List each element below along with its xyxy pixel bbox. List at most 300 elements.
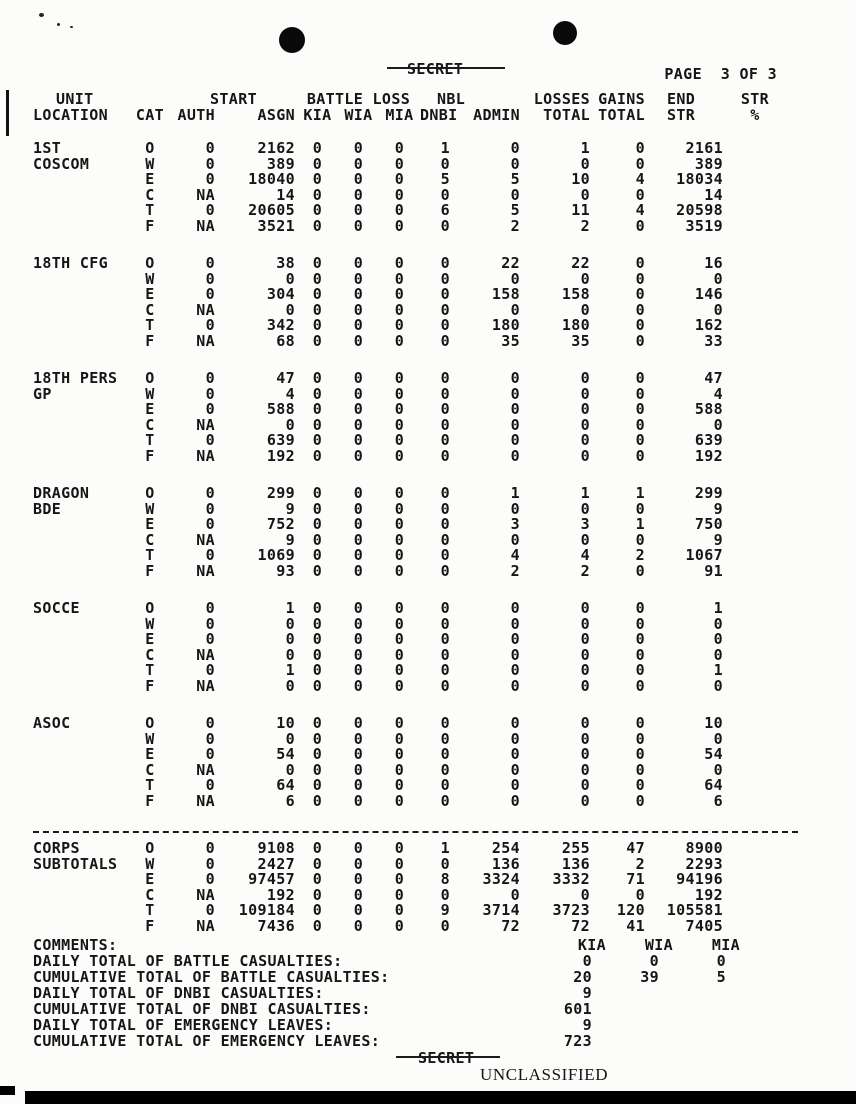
hole-punch-right	[553, 21, 577, 45]
cell-losses-total: 0	[580, 599, 590, 617]
cell-end-str: 0	[713, 630, 723, 648]
cell-gains-total: 2	[635, 854, 645, 873]
cell-cat: F	[145, 676, 155, 695]
cell-wia: 0	[353, 139, 364, 157]
unit-name	[33, 919, 130, 935]
cell-gains-total: 0	[635, 561, 645, 580]
comments-body	[33, 953, 823, 1049]
cell-end-str: 9	[713, 530, 723, 549]
cell-wia: 0	[353, 269, 364, 288]
cell-gains-total: 0	[635, 384, 645, 403]
col-header-wia: WIA	[344, 105, 373, 124]
cell-gains-total: 0	[635, 269, 645, 288]
unit-group	[33, 841, 823, 934]
comment-value: 39	[640, 968, 659, 986]
cell-auth: NA	[196, 446, 215, 465]
cell-str-pct	[725, 778, 785, 794]
cell-kia: 0	[312, 760, 323, 779]
comment-value	[592, 1001, 659, 1017]
cell-gains-total: 1	[635, 515, 645, 533]
cell-wia: 0	[353, 776, 364, 794]
cell-losses-total: 0	[580, 300, 590, 319]
unit-name	[33, 517, 130, 533]
cell-end-str: 192	[694, 885, 723, 904]
cell-asgn: 47	[276, 369, 295, 387]
cell-admin: 5	[510, 170, 520, 188]
comment-value	[659, 1001, 726, 1017]
unit-name	[33, 872, 130, 888]
cell-losses-total: 0	[580, 714, 590, 732]
cell-auth: NA	[196, 676, 215, 695]
cell-str-pct	[725, 418, 785, 434]
page-number: PAGE 3 OF 3	[664, 65, 777, 83]
cell-str-pct	[725, 517, 785, 533]
table-row	[33, 216, 823, 235]
cell-str-pct	[725, 433, 785, 449]
cell-cat: E	[145, 285, 155, 303]
cell-mia: 0	[394, 870, 405, 888]
cell-dnbi: 0	[440, 154, 450, 173]
cell-wia: 0	[353, 676, 364, 695]
cell-kia: 0	[312, 331, 323, 350]
comments-col-mia: MIA	[711, 936, 740, 954]
cell-dnbi: 8	[440, 870, 450, 888]
cell-cat: E	[145, 400, 155, 418]
cell-losses-total: 0	[580, 369, 590, 387]
cell-cat: T	[145, 201, 155, 219]
cell-admin: 0	[510, 154, 520, 173]
cell-end-str: 33	[704, 331, 723, 350]
cell-admin: 72	[501, 916, 520, 935]
cell-gains-total: 0	[635, 254, 645, 272]
cell-mia: 0	[394, 791, 405, 810]
cell-dnbi: 0	[440, 854, 450, 873]
cell-mia: 0	[394, 499, 405, 518]
cell-kia: 0	[312, 285, 323, 303]
cell-admin: 0	[510, 630, 520, 648]
table-row	[33, 561, 823, 580]
unit-group	[33, 601, 823, 694]
cell-kia: 0	[312, 431, 323, 449]
cell-auth: NA	[196, 561, 215, 580]
cell-wia: 0	[353, 645, 364, 664]
cell-gains-total: 0	[635, 431, 645, 449]
cell-kia: 0	[312, 415, 323, 434]
cell-mia: 0	[394, 369, 405, 387]
unit-name	[33, 632, 130, 648]
cell-losses-total: 35	[571, 331, 590, 350]
comment-label: CUMULATIVE TOTAL OF DNBI CASUALTIES:	[33, 1000, 371, 1018]
cell-mia: 0	[394, 484, 405, 502]
cell-dnbi: 0	[440, 714, 450, 732]
cell-asgn: 2162	[257, 139, 295, 157]
cell-wia: 0	[353, 201, 364, 219]
cell-auth: NA	[196, 300, 215, 319]
cell-end-str: 1	[713, 661, 723, 679]
cell-str-pct	[725, 564, 785, 580]
cell-str-pct	[725, 857, 785, 873]
cell-end-str: 7405	[685, 916, 723, 935]
cell-asgn: 2427	[257, 854, 295, 873]
unit-name: 1ST	[33, 139, 62, 157]
cell-asgn: 10	[276, 714, 295, 732]
cell-wia: 0	[353, 614, 364, 633]
cell-admin: 136	[491, 854, 520, 873]
cell-end-str: 18034	[676, 170, 723, 188]
table-body	[33, 141, 823, 934]
cell-gains-total: 0	[635, 499, 645, 518]
cell-losses-total: 0	[580, 400, 590, 418]
unit-name: 18TH CFG	[33, 254, 109, 272]
cell-gains-total: 1	[635, 484, 645, 502]
unit-name: COSCOM	[33, 154, 90, 173]
cell-gains-total: 0	[635, 676, 645, 695]
cell-mia: 0	[394, 561, 405, 580]
cell-cat: W	[145, 154, 155, 173]
unit-name: CORPS	[33, 839, 80, 857]
cell-cat: W	[145, 854, 155, 873]
cell-gains-total: 41	[626, 916, 645, 935]
unclassified-label: UNCLASSIFIED	[480, 1065, 609, 1084]
cell-cat: E	[145, 745, 155, 763]
cell-mia: 0	[394, 599, 405, 617]
col-header-battle-loss: BATTLE LOSS	[306, 90, 411, 108]
table-row	[33, 791, 823, 810]
cell-dnbi: 0	[440, 285, 450, 303]
cell-auth: 0	[205, 384, 215, 403]
cell-end-str: 0	[713, 415, 723, 434]
cell-auth: NA	[196, 760, 215, 779]
cell-auth: NA	[196, 415, 215, 434]
comment-value: 9	[582, 1016, 592, 1034]
cell-admin: 0	[510, 745, 520, 763]
cell-cat: T	[145, 776, 155, 794]
cell-kia: 0	[312, 745, 323, 763]
cell-mia: 0	[394, 285, 405, 303]
cell-asgn: 7436	[257, 916, 295, 935]
cell-auth: 0	[205, 901, 215, 919]
cell-cat: T	[145, 546, 155, 564]
cell-losses-total: 0	[580, 269, 590, 288]
unit-name	[33, 888, 130, 904]
cell-kia: 0	[312, 369, 323, 387]
cell-admin: 180	[491, 316, 520, 334]
page-header	[33, 60, 823, 83]
cell-admin: 254	[491, 839, 520, 857]
cell-auth: 0	[205, 369, 215, 387]
cell-losses-total: 0	[580, 154, 590, 173]
cell-mia: 0	[394, 714, 405, 732]
cell-kia: 0	[312, 216, 323, 235]
cell-dnbi: 0	[440, 185, 450, 204]
unit-name: BDE	[33, 499, 62, 518]
cell-admin: 0	[510, 369, 520, 387]
comment-value: 0	[716, 952, 726, 970]
cell-asgn: 97457	[248, 870, 295, 888]
cell-wia: 0	[353, 415, 364, 434]
cell-dnbi: 0	[440, 745, 450, 763]
cell-cat: F	[145, 791, 155, 810]
cell-wia: 0	[353, 300, 364, 319]
cell-admin: 3	[510, 515, 520, 533]
cell-mia: 0	[394, 630, 405, 648]
cell-wia: 0	[353, 630, 364, 648]
cell-kia: 0	[312, 885, 323, 904]
cell-cat: C	[145, 300, 155, 319]
cell-end-str: 0	[713, 676, 723, 695]
cell-asgn: 192	[266, 446, 295, 465]
scan-bottom-bar	[25, 1091, 856, 1104]
comment-value: 0	[649, 952, 659, 970]
cell-asgn: 3521	[257, 216, 295, 235]
cell-end-str: 389	[694, 154, 723, 173]
cell-kia: 0	[312, 300, 323, 319]
cell-kia: 0	[312, 484, 323, 502]
unit-name: SUBTOTALS	[33, 854, 118, 873]
scan-speck	[39, 13, 44, 17]
cell-str-pct	[725, 486, 785, 502]
cell-auth: 0	[205, 870, 215, 888]
cell-wia: 0	[353, 331, 364, 350]
cell-wia: 0	[353, 254, 364, 272]
cell-cat: T	[145, 901, 155, 919]
cell-auth: 0	[205, 515, 215, 533]
cell-end-str: 14	[704, 185, 723, 204]
cell-asgn: 38	[276, 254, 295, 272]
cell-mia: 0	[394, 170, 405, 188]
cell-str-pct	[725, 449, 785, 465]
cell-kia: 0	[312, 185, 323, 204]
cell-mia: 0	[394, 645, 405, 664]
cell-mia: 0	[394, 661, 405, 679]
cell-str-pct	[725, 272, 785, 288]
cell-dnbi: 0	[440, 216, 450, 235]
cell-kia: 0	[312, 384, 323, 403]
cell-kia: 0	[312, 546, 323, 564]
cell-str-pct	[725, 287, 785, 303]
cell-asgn: 93	[276, 561, 295, 580]
cell-dnbi: 0	[440, 760, 450, 779]
comment-value: 9	[582, 984, 592, 1002]
col-header-start: START	[210, 90, 257, 108]
cell-mia: 0	[394, 760, 405, 779]
cell-auth: 0	[205, 599, 215, 617]
cell-losses-total: 0	[580, 661, 590, 679]
cell-auth: NA	[196, 216, 215, 235]
cell-end-str: 94196	[676, 870, 723, 888]
cell-auth: NA	[196, 885, 215, 904]
cell-dnbi: 0	[440, 614, 450, 633]
cell-gains-total: 0	[635, 300, 645, 319]
cell-dnbi: 0	[440, 885, 450, 904]
cell-losses-total: 0	[580, 760, 590, 779]
cell-asgn: 0	[285, 645, 295, 664]
cell-str-pct	[725, 548, 785, 564]
cell-str-pct	[725, 747, 785, 763]
cell-dnbi: 0	[440, 645, 450, 664]
cell-admin: 3714	[482, 901, 520, 919]
cell-dnbi: 0	[440, 499, 450, 518]
cell-asgn: 9	[285, 530, 295, 549]
cell-dnbi: 0	[440, 446, 450, 465]
cell-mia: 0	[394, 885, 405, 904]
col-header-auth: AUTH	[177, 105, 215, 124]
cell-dnbi: 0	[440, 661, 450, 679]
cell-losses-total: 0	[580, 530, 590, 549]
table-header	[33, 92, 823, 123]
comment-value	[659, 1033, 726, 1049]
cell-end-str: 105581	[666, 901, 723, 919]
cell-kia: 0	[312, 661, 323, 679]
cell-admin: 0	[510, 791, 520, 810]
table-header-row-2	[33, 105, 823, 124]
cell-admin: 0	[510, 431, 520, 449]
comment-value	[659, 985, 726, 1001]
cell-end-str: 2293	[685, 854, 723, 873]
unit-name	[33, 548, 130, 564]
unit-name	[33, 172, 130, 188]
cell-losses-total: 0	[580, 729, 590, 748]
cell-mia: 0	[394, 515, 405, 533]
cell-cat: F	[145, 446, 155, 465]
cell-str-pct	[725, 763, 785, 779]
cell-admin: 0	[510, 415, 520, 434]
cell-wia: 0	[353, 530, 364, 549]
dashed-separator	[33, 831, 798, 833]
cell-losses-total: 72	[571, 916, 590, 935]
cell-wia: 0	[353, 446, 364, 465]
cell-losses-total: 0	[580, 614, 590, 633]
cell-admin: 0	[510, 185, 520, 204]
cell-admin: 4	[510, 546, 520, 564]
cell-gains-total: 0	[635, 285, 645, 303]
cell-str-pct	[725, 141, 785, 157]
cell-gains-total: 47	[626, 839, 645, 857]
cell-end-str: 0	[713, 269, 723, 288]
cell-admin: 0	[510, 499, 520, 518]
cell-losses-total: 3	[580, 515, 590, 533]
comment-row	[33, 1001, 823, 1017]
cell-losses-total: 0	[580, 415, 590, 434]
scan-speck	[70, 26, 73, 28]
cell-str-pct	[725, 371, 785, 387]
comment-label: DAILY TOTAL OF BATTLE CASUALTIES:	[33, 952, 343, 970]
unit-name	[33, 418, 130, 434]
unit-group	[33, 371, 823, 464]
cell-kia: 0	[312, 499, 323, 518]
cell-kia: 0	[312, 916, 323, 935]
cell-auth: 0	[205, 484, 215, 502]
cell-kia: 0	[312, 316, 323, 334]
cell-auth: NA	[196, 645, 215, 664]
cell-asgn: 14	[276, 185, 295, 204]
cell-auth: 0	[205, 285, 215, 303]
cell-dnbi: 1	[440, 839, 450, 857]
cell-end-str: 9	[713, 499, 723, 518]
comment-row	[33, 969, 823, 985]
cell-wia: 0	[353, 499, 364, 518]
cell-gains-total: 0	[635, 185, 645, 204]
cell-kia: 0	[312, 714, 323, 732]
cell-losses-total: 3723	[552, 901, 590, 919]
cell-wia: 0	[353, 885, 364, 904]
cell-auth: 0	[205, 254, 215, 272]
cell-dnbi: 0	[440, 484, 450, 502]
scan-edge-artifact	[0, 1086, 15, 1095]
cell-str-pct	[725, 601, 785, 617]
cell-end-str: 588	[694, 400, 723, 418]
cell-gains-total: 0	[635, 331, 645, 350]
cell-wia: 0	[353, 729, 364, 748]
cell-dnbi: 0	[440, 630, 450, 648]
cell-cat: F	[145, 561, 155, 580]
cell-kia: 0	[312, 901, 323, 919]
cell-mia: 0	[394, 269, 405, 288]
comment-value	[592, 1017, 659, 1033]
comment-row	[33, 953, 823, 969]
comment-value: 601	[563, 1000, 592, 1018]
cell-str-pct	[725, 303, 785, 319]
cell-wia: 0	[353, 901, 364, 919]
cell-mia: 0	[394, 839, 405, 857]
cell-kia: 0	[312, 400, 323, 418]
cell-asgn: 109184	[238, 901, 295, 919]
cell-asgn: 64	[276, 776, 295, 794]
cell-dnbi: 0	[440, 300, 450, 319]
unit-name	[33, 188, 130, 204]
unit-name	[33, 433, 130, 449]
col-header-gains-total: TOTAL	[598, 105, 645, 124]
cell-auth: 0	[205, 400, 215, 418]
cell-cat: O	[145, 139, 155, 157]
cell-str-pct	[725, 318, 785, 334]
cell-losses-total: 0	[580, 885, 590, 904]
cell-dnbi: 6	[440, 201, 450, 219]
cell-asgn: 9	[285, 499, 295, 518]
cell-wia: 0	[353, 916, 364, 935]
col-header-asgn: ASGN	[257, 105, 295, 124]
cell-kia: 0	[312, 729, 323, 748]
cell-str-pct	[725, 203, 785, 219]
cell-end-str: 16	[704, 254, 723, 272]
cell-kia: 0	[312, 254, 323, 272]
cell-auth: 0	[205, 854, 215, 873]
cell-auth: 0	[205, 269, 215, 288]
cell-auth: 0	[205, 154, 215, 173]
cell-mia: 0	[394, 316, 405, 334]
comment-label: CUMULATIVE TOTAL OF BATTLE CASUALTIES:	[33, 968, 390, 986]
cell-gains-total: 71	[626, 870, 645, 888]
cell-cat: O	[145, 839, 155, 857]
cell-str-pct	[725, 256, 785, 272]
cell-wia: 0	[353, 791, 364, 810]
cell-str-pct	[725, 841, 785, 857]
cell-admin: 3324	[482, 870, 520, 888]
cell-kia: 0	[312, 530, 323, 549]
cell-auth: NA	[196, 791, 215, 810]
cell-kia: 0	[312, 201, 323, 219]
cell-cat: W	[145, 499, 155, 518]
cell-gains-total: 0	[635, 630, 645, 648]
cell-kia: 0	[312, 154, 323, 173]
cell-str-pct	[725, 387, 785, 403]
cell-mia: 0	[394, 745, 405, 763]
cell-cat: O	[145, 714, 155, 732]
unit-name: DRAGON	[33, 484, 90, 502]
cell-dnbi: 0	[440, 776, 450, 794]
comment-row	[33, 985, 823, 1001]
cell-asgn: 18040	[248, 170, 295, 188]
